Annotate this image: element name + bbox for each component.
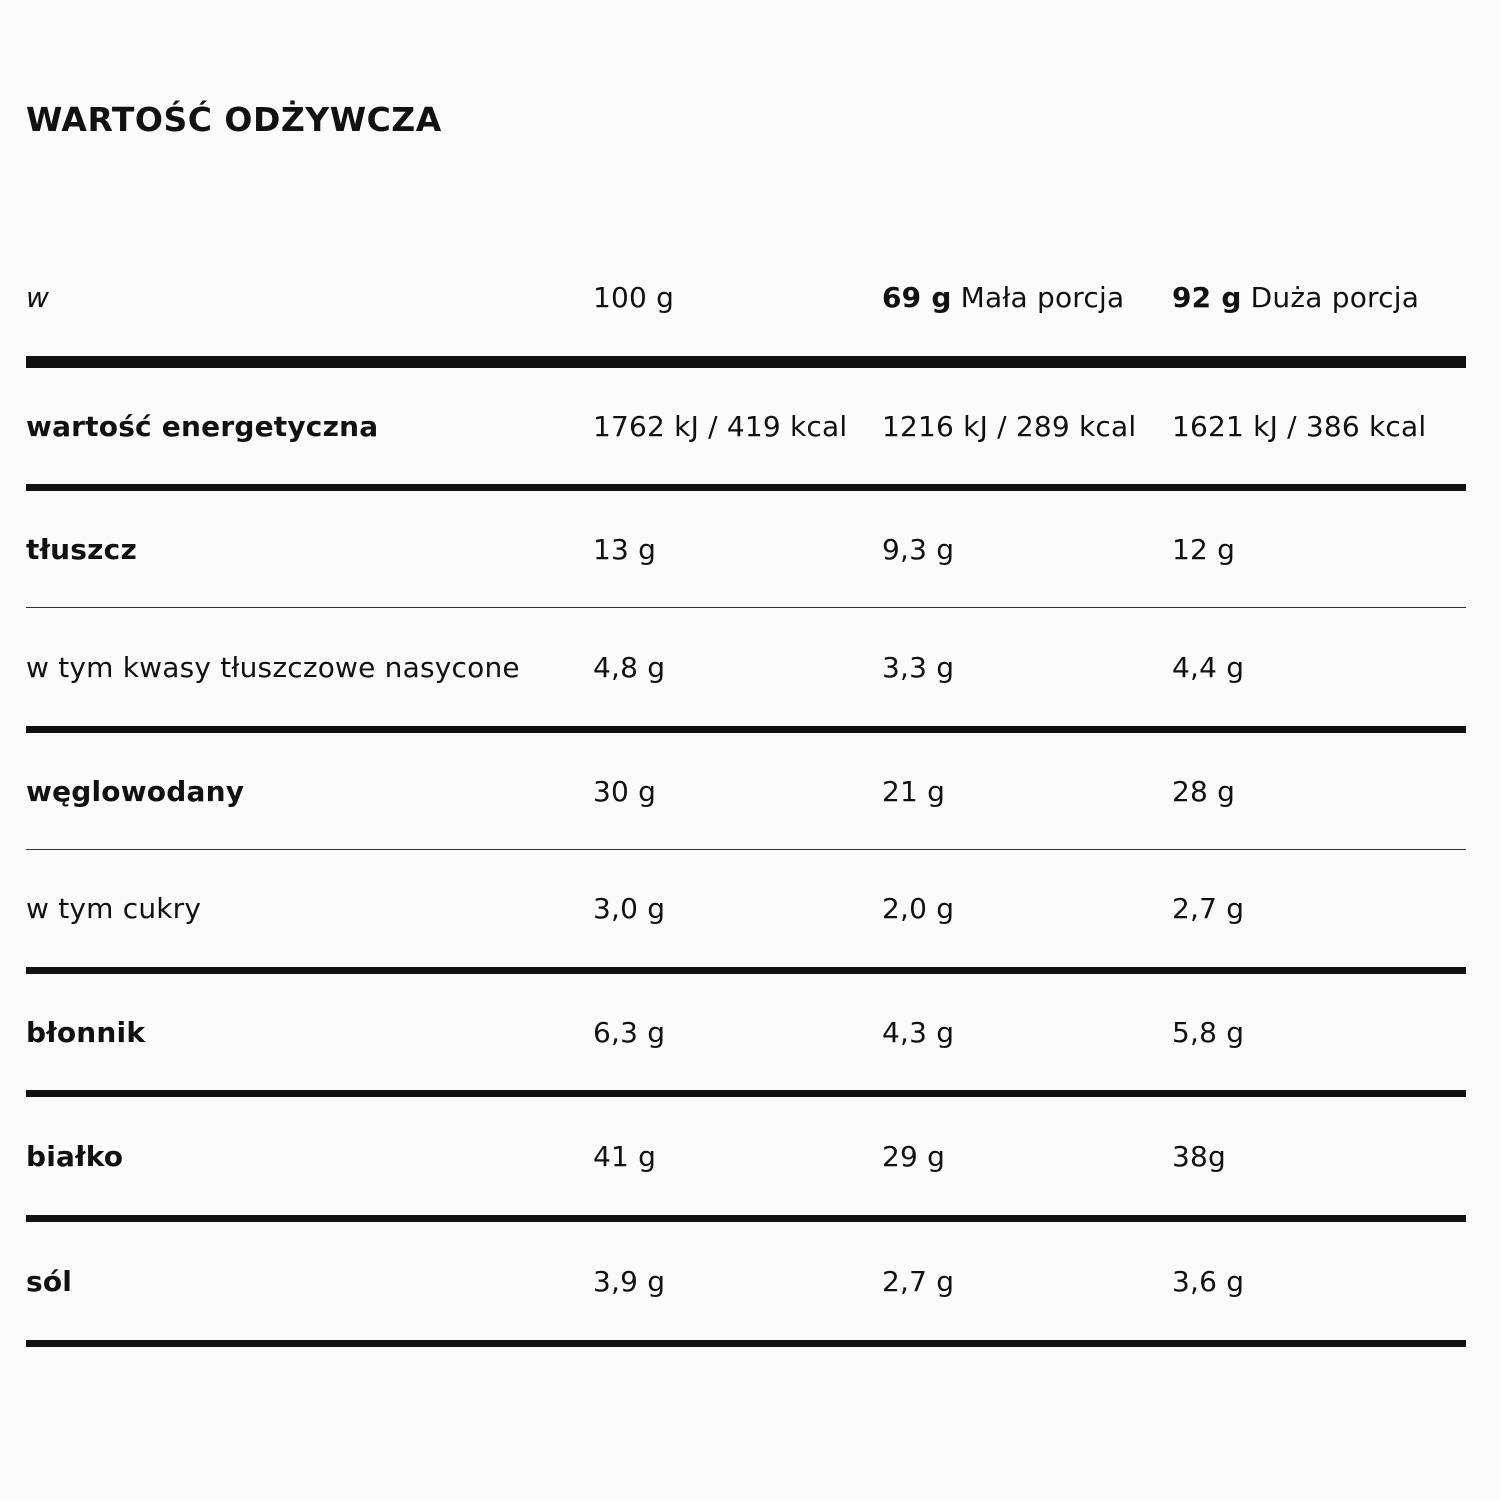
divider-thick <box>26 1215 1466 1222</box>
row-label: białko <box>26 1139 124 1173</box>
header-col-100g: 100 g <box>593 280 675 314</box>
row-value-100g: 3,0 g <box>593 892 666 925</box>
header-col-small-portion <box>882 281 1124 314</box>
divider-thick <box>26 484 1466 491</box>
row-label: w tym cukry <box>26 892 202 925</box>
row-value-large: 2,7 g <box>1172 892 1245 925</box>
row-value-100g: 4,8 g <box>593 650 666 684</box>
small-portion-weight: 69 g <box>882 280 952 314</box>
row-value-small: 2,7 g <box>882 1264 955 1298</box>
row-value-100g: 6,3 g <box>593 1015 666 1049</box>
table-row <box>26 368 1466 484</box>
divider-thick <box>26 356 1466 368</box>
header-col-large-portion <box>1172 281 1419 314</box>
table-header-row <box>26 240 1466 354</box>
row-value-large: 12 g <box>1172 532 1236 566</box>
table-row <box>26 974 1466 1090</box>
row-value-large: 4,4 g <box>1172 650 1245 684</box>
row-value-large: 5,8 g <box>1172 1015 1245 1049</box>
row-label: tłuszcz <box>26 532 137 566</box>
row-value-large: 28 g <box>1172 774 1236 808</box>
divider-thick <box>26 726 1466 733</box>
row-label: w tym kwasy tłuszczowe nasycone <box>26 650 520 684</box>
page-title: WARTOŚĆ ODŻYWCZA <box>26 100 442 139</box>
row-value-small: 3,3 g <box>882 650 955 684</box>
divider-thick <box>26 1340 1466 1347</box>
row-value-100g: 13 g <box>593 532 657 566</box>
nutrition-table <box>26 240 1466 1347</box>
row-value-small: 1216 kJ / 289 kcal <box>882 409 1137 443</box>
row-label: błonnik <box>26 1015 146 1049</box>
row-value-small: 4,3 g <box>882 1015 955 1049</box>
row-value-100g: 30 g <box>593 774 657 808</box>
row-value-small: 29 g <box>882 1139 946 1173</box>
row-label: sól <box>26 1264 73 1298</box>
row-value-large: 38g <box>1172 1139 1227 1173</box>
row-value-100g: 41 g <box>593 1139 657 1173</box>
row-label: wartość energetyczna <box>26 409 379 443</box>
header-label: w <box>26 280 50 314</box>
table-row <box>26 1222 1466 1340</box>
row-value-large: 3,6 g <box>1172 1264 1245 1298</box>
divider-thick <box>26 1090 1466 1097</box>
row-value-100g: 3,9 g <box>593 1264 666 1298</box>
row-value-100g: 1762 kJ / 419 kcal <box>593 409 848 443</box>
row-value-small: 2,0 g <box>882 892 955 925</box>
row-label: węglowodany <box>26 774 245 808</box>
table-row <box>26 850 1466 967</box>
large-portion-weight: 92 g <box>1172 280 1242 314</box>
table-row <box>26 1097 1466 1215</box>
row-value-large: 1621 kJ / 386 kcal <box>1172 409 1427 443</box>
large-portion-label: Duża porcja <box>1250 280 1420 314</box>
table-row <box>26 608 1466 726</box>
row-value-small: 21 g <box>882 774 946 808</box>
row-value-small: 9,3 g <box>882 532 955 566</box>
table-row <box>26 733 1466 849</box>
divider-thick <box>26 967 1466 974</box>
small-portion-label: Mała porcja <box>960 280 1125 314</box>
table-row <box>26 491 1466 607</box>
